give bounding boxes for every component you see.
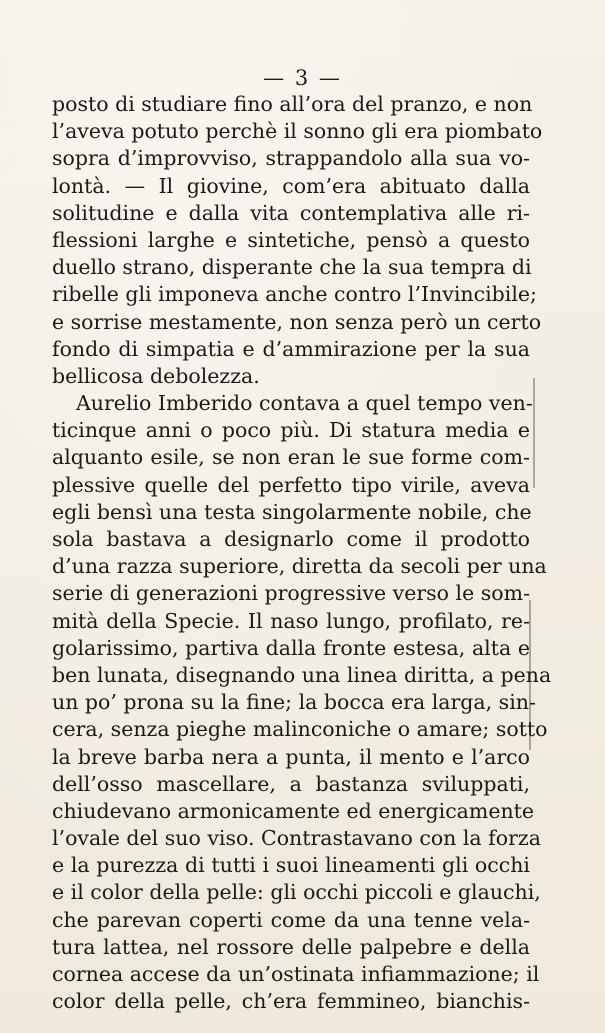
text-line: alquanto esile, se non eran le sue forme com-	[52, 445, 530, 470]
text-line: e sorrise mestamente, non senza però un certo	[52, 309, 542, 334]
body-text	[52, 91, 552, 1015]
text-line: d’una razza superiore, diretta da secoli per una	[52, 554, 547, 579]
text-line: dell’osso mascellare, a bastanza sviluppati,	[52, 771, 530, 796]
text-line: ticinque anni o poco più. Di statura media e	[52, 418, 530, 443]
text-line: solitudine e dalla vita contemplativa alle ri-	[52, 200, 530, 225]
text-line: golarissimo, partiva dalla fronte estesa, alta e	[52, 635, 530, 660]
text-line: cera, senza pieghe malinconiche o amare; sotto	[52, 717, 548, 742]
text-line: duello strano, disperante che la sua tempra di	[52, 255, 532, 280]
text-line: e il color della pelle: gli occhi piccoli e glauchi,	[52, 880, 541, 905]
text-line: mità della Specie. Il naso lungo, profilato, re-	[52, 608, 530, 633]
text-line: posto di studiare fino all’ora del pranzo, e non	[52, 92, 533, 116]
text-line: flessioni larghe e sintetiche, pensò a questo	[52, 227, 530, 252]
text-line: la breve barba nera a punta, il mento e l’arco	[52, 744, 530, 769]
text-line: tura lattea, nel rossore delle palpebre e della	[52, 934, 530, 959]
page-edge-shadow	[529, 600, 531, 750]
text-line: che parevan coperti come da una tenne vela-	[52, 907, 530, 932]
text-line: l’aveva potuto perchè il sonno gli era piombato	[52, 119, 543, 144]
text-line: chiudevano armonicamente ed energicamente	[52, 798, 535, 823]
text-line: ben lunata, disegnando una linea diritta, a pena	[52, 662, 552, 687]
text-line: l’ovale del suo viso. Contrastavano con la forza	[52, 826, 541, 851]
text-line: serie di generazioni progressive verso le som-	[52, 581, 530, 606]
text-line: lontà. — Il giovine, com’era abituato dalla	[52, 173, 530, 198]
text-line: e la purezza di tutti i suoi lineamenti gli occhi	[52, 853, 530, 878]
text-line: Aurelio Imberido contava a quel tempo ven-	[76, 391, 533, 416]
page-number: — 3 —	[263, 66, 342, 90]
text-line: sopra d’improvviso, strappandolo alla sua vo-	[52, 146, 530, 171]
text-line: egli bensì una testa singolarmente nobile, che	[52, 499, 532, 524]
text-line: plessive quelle del perfetto tipo virile, aveva	[52, 472, 530, 497]
text-line: cornea accese da un’ostinata infiammazione; il	[52, 962, 540, 986]
text-line: bellicosa debolezza.	[52, 363, 260, 388]
text-line: un po’ prona su la fine; la bocca era larga, sin-	[52, 690, 536, 715]
text-line: color della pelle, ch’era femmineo, bianchis-	[52, 989, 530, 1014]
text-line: fondo di simpatia e d’ammirazione per la sua	[52, 336, 530, 361]
page-edge-shadow	[533, 378, 535, 488]
text-line: ribelle gli imponeva anche contro l’Invincibile;	[52, 282, 537, 307]
text-line: sola bastava a designarlo come il prodotto	[52, 527, 530, 551]
